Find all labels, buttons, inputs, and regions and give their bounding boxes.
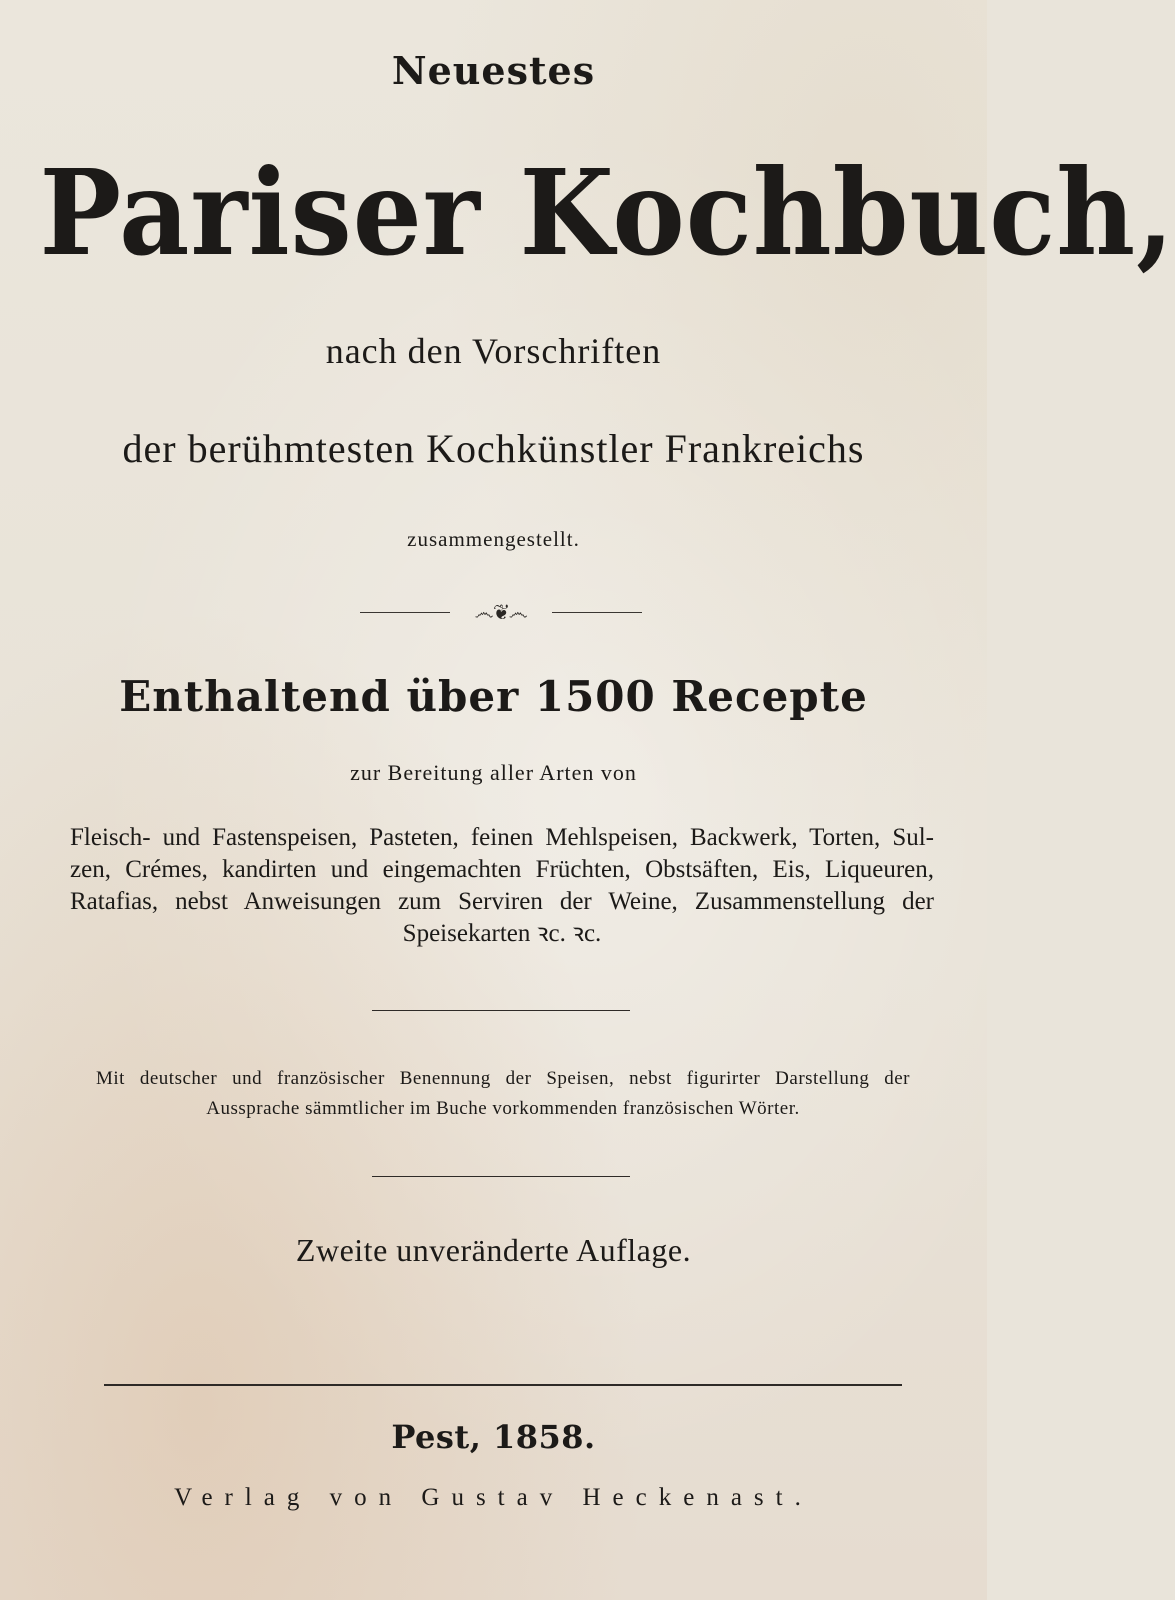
recipes-headline: Enthaltend über 1500 Recepte (119, 672, 868, 721)
contents-line: Fleisch- und Fastenspeisen, Pasteten, feinen Mehlspeisen, Backwerk, Torten, Sul- (70, 824, 934, 851)
flourish-icon: ෴❦෴ (474, 600, 528, 624)
ornament-divider (360, 600, 642, 626)
divider-rule (372, 1010, 630, 1011)
imprint-rule (104, 1384, 902, 1386)
divider-rule (372, 1176, 630, 1177)
contents-description (70, 822, 934, 950)
compiled-note: zusammengestellt. (407, 527, 580, 551)
edition-statement: Zweite unveränderte Auflage. (295, 1232, 692, 1268)
preparation-line: zur Bereitung aller Arten von (350, 760, 637, 785)
pronunciation-note (96, 1064, 910, 1124)
note-line: Mit deutscher und französischer Benennung der Speisen, nebst figurirter Darstellung der (96, 1068, 910, 1089)
place-and-year: Pest, 1858. (391, 1418, 596, 1456)
ornament-rule-left (360, 612, 450, 613)
publisher-line: Verlag von Gustav Heckenast. (174, 1484, 813, 1511)
contents-line: Speisekarten ꝛc. ꝛc. (402, 920, 602, 947)
book-title: Pariser Kochbuch, (39, 143, 1175, 282)
subtitle-line-2: der berühmtesten Kochkünstler Frankreichs (122, 426, 865, 471)
contents-line: Ratafias, nebst Anweisungen zum Serviren der Weine, Zusammenstellung der (70, 888, 934, 915)
note-line: Aussprache sämmtlicher im Buche vorkommenden französischen Wörter. (206, 1098, 800, 1119)
pretitle: Neuestes (391, 48, 596, 93)
ornament-rule-right (552, 612, 642, 613)
contents-line: zen, Crémes, kandirten und eingemachten Früchten, Obstsäften, Eis, Liqueuren, (70, 856, 934, 883)
subtitle-line-1: nach den Vorschriften (325, 331, 662, 371)
